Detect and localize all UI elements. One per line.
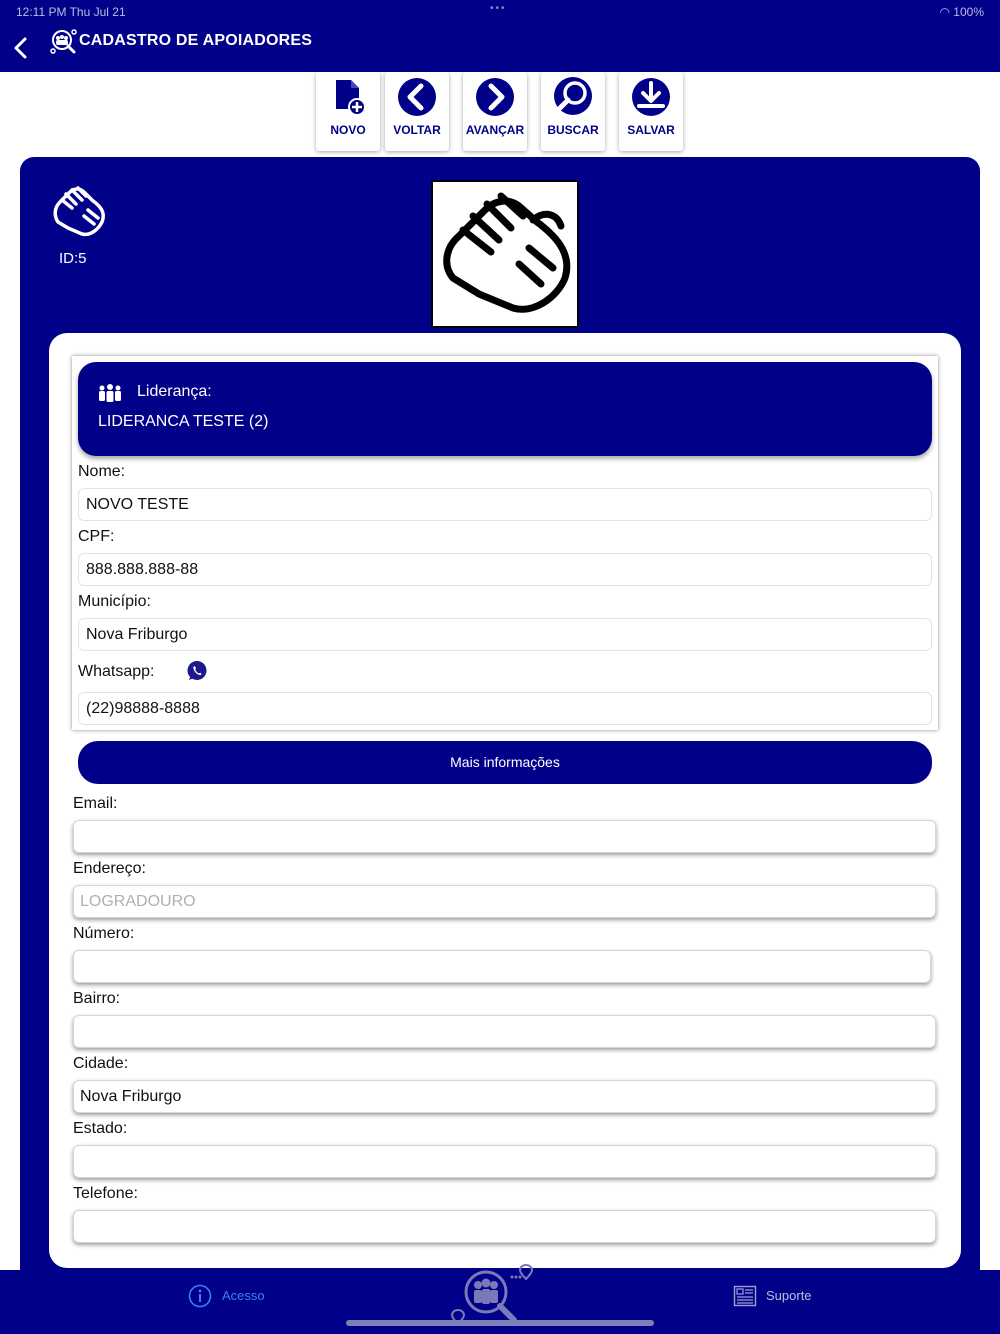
status-battery xyxy=(939,5,984,19)
arrow-right-circle-icon xyxy=(474,76,516,118)
lideranca-label: Liderança: xyxy=(137,383,212,400)
salvar-button[interactable] xyxy=(619,72,683,151)
lideranca-value: LIDERANCA TESTE (2) xyxy=(98,413,269,430)
email-label: Email: xyxy=(73,795,118,812)
multitask-dots[interactable]: ••• xyxy=(490,3,507,14)
people-search-icon xyxy=(50,29,78,55)
bairro-label: Bairro: xyxy=(73,990,121,1007)
chevron-left-icon[interactable] xyxy=(10,34,32,62)
arrow-left-circle-icon xyxy=(396,76,438,118)
battery-level: 100% xyxy=(953,5,984,19)
voltar-button[interactable] xyxy=(385,72,449,151)
tab-acesso[interactable]: Acesso xyxy=(222,1288,265,1303)
nome-label: Nome: xyxy=(78,463,126,480)
municipio-label: Município: xyxy=(78,593,151,610)
cpf-field[interactable]: 888.888.888-88 xyxy=(78,553,932,586)
lideranca-card[interactable] xyxy=(78,362,932,456)
voltar-label: VOLTAR xyxy=(393,123,441,137)
cpf-label: CPF: xyxy=(78,528,115,545)
news-document-icon[interactable] xyxy=(733,1284,757,1308)
cidade-input[interactable]: Nova Friburgo xyxy=(73,1080,936,1113)
group-people-icon xyxy=(97,383,123,403)
endereco-input[interactable]: LOGRADOURO xyxy=(73,885,936,918)
estado-input[interactable] xyxy=(73,1145,936,1178)
endereco-label: Endereço: xyxy=(73,860,146,877)
salvar-label: SALVAR xyxy=(627,123,675,137)
numero-label: Número: xyxy=(73,925,135,942)
handshake-photo-icon xyxy=(433,182,577,326)
telefone-input[interactable] xyxy=(73,1210,936,1243)
avancar-label: AVANÇAR xyxy=(465,123,525,137)
whatsapp-label: Whatsapp: xyxy=(78,663,155,680)
new-document-icon xyxy=(327,76,369,118)
people-search-tab-icon[interactable] xyxy=(448,1262,534,1328)
page-title: CADASTRO DE APOIADORES xyxy=(79,32,313,49)
telefone-label: Telefone: xyxy=(73,1185,138,1202)
municipio-field[interactable]: Nova Friburgo xyxy=(78,618,932,651)
avancar-button[interactable] xyxy=(463,72,527,151)
status-time: 12:11 PM Thu Jul 21 xyxy=(16,5,126,19)
cidade-label: Cidade: xyxy=(73,1055,129,1072)
email-input[interactable] xyxy=(73,820,936,853)
search-icon xyxy=(552,76,594,118)
numero-input[interactable] xyxy=(73,950,931,983)
tab-suporte[interactable]: Suporte xyxy=(766,1288,812,1303)
whatsapp-field[interactable]: (22)98888-8888 xyxy=(78,692,932,725)
nome-field[interactable]: NOVO TESTE xyxy=(78,488,932,521)
novo-button[interactable] xyxy=(316,72,380,151)
whatsapp-icon[interactable] xyxy=(186,660,208,682)
estado-label: Estado: xyxy=(73,1120,128,1137)
app-header xyxy=(0,0,1000,72)
buscar-button[interactable] xyxy=(541,72,605,151)
bairro-input[interactable] xyxy=(73,1015,936,1048)
record-id: ID:5 xyxy=(59,250,87,267)
handshake-icon xyxy=(48,180,110,242)
wifi-icon: ◠ xyxy=(939,5,954,19)
supporter-photo[interactable] xyxy=(431,180,579,328)
home-indicator[interactable] xyxy=(346,1320,654,1326)
more-info-button[interactable]: Mais informações xyxy=(78,741,932,784)
novo-label: NOVO xyxy=(330,123,366,137)
info-circle-icon[interactable] xyxy=(188,1284,212,1308)
buscar-label: BUSCAR xyxy=(547,123,599,137)
download-save-icon xyxy=(630,76,672,118)
